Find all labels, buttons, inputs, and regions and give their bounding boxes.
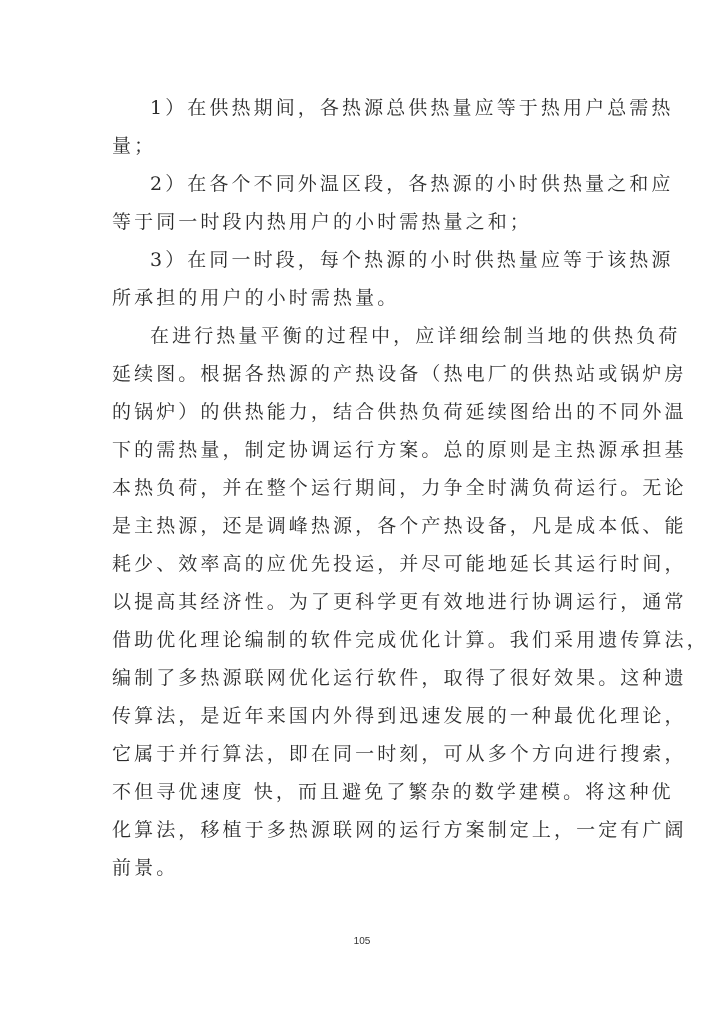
text-line-17: 传算法，是近年来国内外得到迅速发展的一种最优化理论，	[112, 705, 687, 727]
text-line-12: 是主热源，还是调峰热源，各个产热设备，凡是成本低、能	[112, 515, 687, 537]
text-line-20: 化算法，移植于多热源联网的运行方案制定上，一定有广阔	[112, 819, 687, 841]
text-line-15: 借助优化理论编制的软件完成优化计算。我们采用遗传算法，	[112, 629, 709, 651]
text-line-3: 2）在各个不同外温区段，各热源的小时供热量之和应	[150, 173, 674, 195]
text-line-8: 延续图。根据各热源的产热设备（热电厂的供热站或锅炉房	[112, 363, 687, 385]
text-line-16: 编制了多热源联网优化运行软件，取得了很好效果。这种遗	[112, 667, 687, 689]
text-line-21: 前景。	[112, 857, 179, 879]
text-line-2: 量；	[112, 135, 157, 157]
text-line-4: 等于同一时段内热用户的小时需热量之和；	[112, 211, 532, 233]
text-line-18: 它属于并行算法，即在同一时刻，可从多个方向进行搜索，	[112, 743, 687, 765]
text-line-13: 耗少、效率高的应优先投运，并尽可能地延长其运行时间，	[112, 553, 687, 575]
text-line-10: 下的需热量，制定协调运行方案。总的原则是主热源承担基	[112, 439, 687, 461]
text-line-9: 的锅炉）的供热能力，结合供热负荷延续图给出的不同外温	[112, 401, 687, 423]
text-line-19: 不但寻优速度 快，而且避免了繁杂的数学建模。将这种优	[112, 781, 674, 803]
text-line-6: 所承担的用户的小时需热量。	[112, 287, 400, 309]
text-line-7: 在进行热量平衡的过程中，应详细绘制当地的供热负荷	[150, 325, 681, 347]
text-line-11: 本热负荷，并在整个运行期间，力争全时满负荷运行。无论	[112, 477, 687, 499]
page-number: 105	[353, 936, 371, 947]
text-line-5: 3）在同一时段，每个热源的小时供热量应等于该热源	[150, 249, 674, 271]
text-line-14: 以提高其经济性。为了更科学更有效地进行协调运行，通常	[112, 591, 687, 613]
text-line-1: 1）在供热期间，各热源总供热量应等于热用户总需热	[150, 97, 674, 119]
